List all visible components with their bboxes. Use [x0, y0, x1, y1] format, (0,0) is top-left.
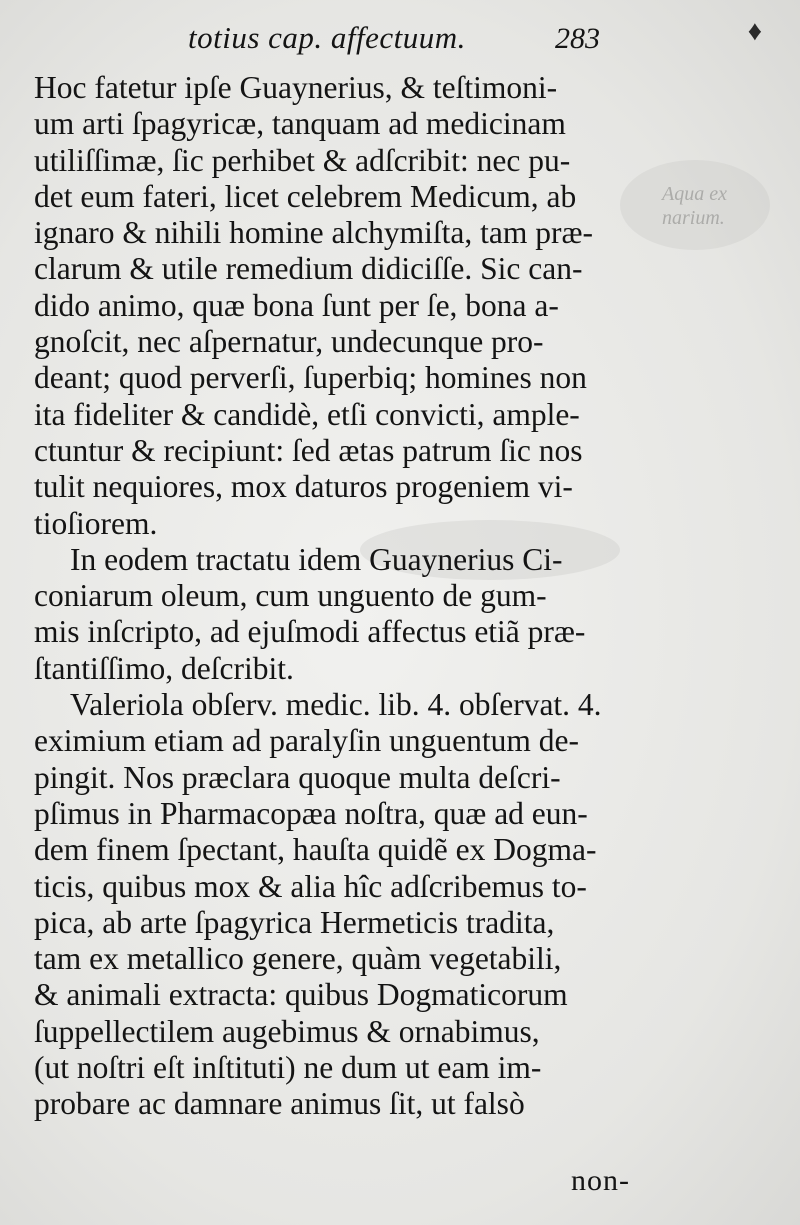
text-line: & animali extracta: quibus Dogmaticorum	[34, 977, 568, 1013]
text-line: probare ac damnare animus ſit, ut falsò	[34, 1086, 525, 1122]
running-title: totius cap. affectuum.	[188, 20, 466, 55]
text-line: dem finem ſpectant, hauſta quidẽ ex Dogma-	[34, 832, 597, 868]
text-line: mis inſcripto, ad ejuſmodi affectus etiã præ-	[34, 614, 586, 650]
marginal-note-line: Aqua ex	[662, 183, 727, 205]
text-line: eximium etiam ad paralyſin unguentum de-	[34, 723, 579, 759]
text-line: deant; quod perverſi, ſuperbiq; homines non	[34, 360, 587, 396]
text-line: det eum fateri, licet celebrem Medicum, ab	[34, 178, 577, 214]
text-line: ita fideliter & candidè, etſi convicti, ample-	[34, 396, 580, 432]
page-number: 283	[555, 22, 600, 55]
text-line: ctuntur & recipiunt: ſed ætas patrum ſic nos	[34, 432, 583, 468]
text-line: tioſiorem.	[34, 505, 158, 541]
text-line: pſimus in Pharmacopæa noſtra, quæ ad eun-	[34, 795, 588, 831]
text-line: tam ex metallico genere, quàm vegetabili,	[34, 941, 562, 977]
marginal-note	[662, 182, 782, 230]
text-line: dido animo, quæ bona ſunt per ſe, bona a-	[34, 287, 559, 323]
text-line: pingit. Nos præclara quoque multa deſcri-	[34, 759, 561, 795]
text-line: um arti ſpagyricæ, tanquam ad medicinam	[34, 106, 566, 142]
text-line: gnoſcit, nec aſpernatur, undecunque pro-	[34, 324, 544, 360]
text-line: ſuppellectilem augebimus & ornabimus,	[34, 1013, 540, 1049]
text-line: utiliſſimæ, ſic perhibet & adſcribit: nec pu-	[34, 142, 571, 178]
text-line: ticis, quibus mox & alia hîc adſcribemus to-	[34, 868, 587, 904]
text-line: clarum & utile remedium didiciſſe. Sic can-	[34, 251, 583, 287]
text-line: (ut noſtri eſt inſtituti) ne dum ut eam im-	[34, 1050, 542, 1086]
text-line: coniarum oleum, cum unguento de gum-	[34, 578, 547, 614]
text-line: tulit nequiores, mox daturos progeniem vi-	[34, 469, 573, 505]
body-text	[34, 70, 630, 1123]
text-line: ignaro & nihili homine alchymiſta, tam præ-	[34, 215, 594, 251]
paragraph-start-line: Valeriola obſerv. medic. lib. 4. obſervat. 4.	[70, 687, 602, 723]
page-header	[180, 14, 600, 58]
text-line: ſtantiſſimo, deſcribit.	[34, 650, 294, 686]
text-line: Hoc fatetur ipſe Guaynerius, & teſtimoni-	[34, 70, 558, 105]
marginal-note-line: narium.	[662, 207, 725, 229]
paragraph-start-line: In eodem tractatu idem Guaynerius Ci-	[70, 541, 563, 577]
catchword: non-	[571, 1164, 630, 1197]
corner-mark: ♦	[747, 16, 762, 47]
text-line: pica, ab arte ſpagyrica Hermeticis tradita,	[34, 904, 555, 940]
